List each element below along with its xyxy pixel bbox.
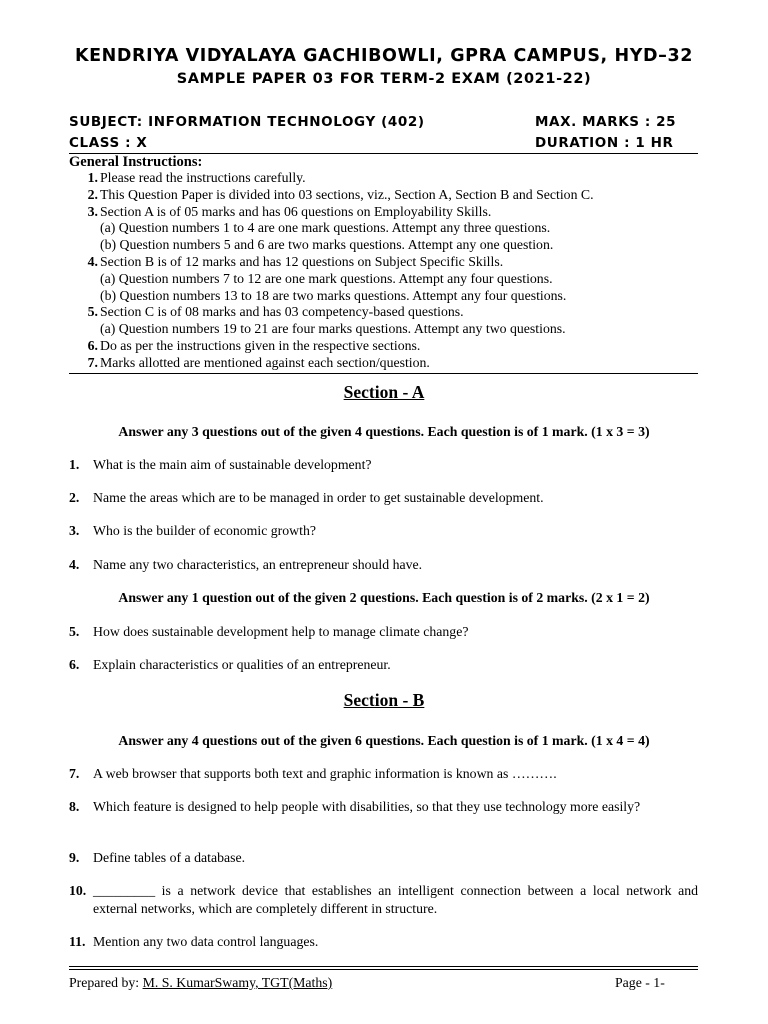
question: 1. What is the main aim of sustainable development? (69, 457, 372, 472)
question: 8. Which feature is designed to help people with disabilities, so that they use technology more easily? (69, 799, 641, 814)
question: 3. Who is the builder of economic growth? (69, 523, 316, 538)
max-marks: MAX. MARKS : 25 (535, 114, 677, 130)
section-a-instruction-1: Answer any 3 questions out of the given 4 questions. Each question is of 1 mark. (1 x 3 = 3) (118, 424, 650, 439)
question: 4. Name any two characteristics, an entrepreneur should have. (69, 557, 423, 572)
instruction-subitem: (a) Question numbers 19 to 21 are four marks questions. Attempt any two questions. (100, 321, 566, 337)
instructions-title: General Instructions: (69, 154, 203, 170)
instruction-item: 3. Section A is of 05 marks and has 06 questions on Employability Skills. (87, 203, 492, 219)
instruction-subitem: (a) Question numbers 7 to 12 are one mark questions. Attempt any four questions. (100, 270, 553, 286)
instruction-subitem: (b) Question numbers 13 to 18 are two marks questions. Attempt any four questions. (100, 287, 567, 303)
instruction-item: 4. Section B is of 12 marks and has 12 questions on Subject Specific Skills. (87, 253, 504, 269)
footer-rule (69, 966, 698, 967)
section-a-instruction-2: Answer any 1 question out of the given 2 questions. Each question is of 2 marks. (2 x 1 = 2) (118, 590, 650, 605)
question: 10. _________ is a network device that establishes an intelligent connection between a local network and external networks, which are completely different in structure. (69, 883, 698, 916)
subject-label: SUBJECT: INFORMATION TECHNOLOGY (402) (69, 114, 425, 130)
question: 11. Mention any two data control languages. (69, 934, 319, 949)
instruction-item: 7. Marks allotted are mentioned against each section/question. (87, 354, 430, 370)
instruction-item: 6. Do as per the instructions given in the respective sections. (87, 337, 421, 353)
footer-prepared (69, 975, 332, 991)
instruction-item: 2. This Question Paper is divided into 03 sections, viz., Section A, Section B and Section C. (87, 186, 594, 202)
section-a-heading: Section - A (343, 382, 425, 402)
instructions-rule (69, 373, 698, 374)
author-name: M. S. KumarSwamy, TGT(Maths) (142, 975, 333, 990)
paper-title: SAMPLE PAPER 03 FOR TERM-2 EXAM (2021-22) (176, 71, 592, 87)
section-b-heading: Section - B (343, 690, 425, 710)
footer-rule (69, 969, 698, 970)
instructions-list (69, 170, 698, 372)
question: 7. A web browser that supports both text and graphic information is known as ………. (69, 766, 557, 781)
instruction-subitem: (b) Question numbers 5 and 6 are two marks questions. Attempt any one question. (100, 237, 554, 253)
duration: DURATION : 1 HR (535, 135, 674, 151)
question: 5. How does sustainable development help to manage climate change? (69, 624, 469, 639)
instruction-subitem: (a) Question numbers 1 to 4 are one mark questions. Attempt any three questions. (100, 220, 551, 236)
school-name: KENDRIYA VIDYALAYA GACHIBOWLI, GPRA CAMPUS, HYD–32 (74, 46, 694, 66)
question: 2. Name the areas which are to be managed in order to get sustainable development. (69, 490, 544, 505)
prepared-label: Prepared by: (69, 975, 143, 990)
question: 9. Define tables of a database. (69, 850, 246, 865)
question: 6. Explain characteristics or qualities of an entrepreneur. (69, 657, 391, 672)
instruction-item: 5. Section C is of 08 marks and has 03 competency-based questions. (87, 304, 464, 320)
page-number: Page - 1- (615, 975, 665, 990)
section-b-instruction-1: Answer any 4 questions out of the given 6 questions. Each question is of 1 mark. (1 x 4 = 4) (118, 733, 650, 748)
instruction-item: 1. Please read the instructions carefully. (87, 170, 306, 185)
class-label: CLASS : X (69, 135, 148, 151)
